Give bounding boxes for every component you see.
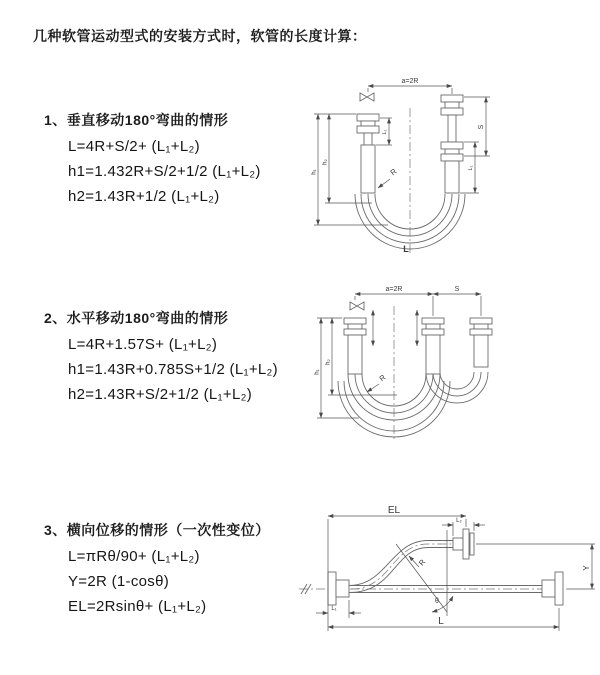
valve-icon	[360, 93, 374, 101]
label-y: Y	[582, 565, 591, 571]
label-length: L	[403, 244, 409, 254]
hose-straight-position	[349, 586, 542, 593]
left-end-fitting	[357, 114, 379, 193]
dimension-lines	[314, 294, 481, 418]
dimension-lines	[311, 86, 490, 225]
label-s: S	[454, 286, 460, 293]
section-3	[44, 520, 270, 615]
label-h2: h₂	[325, 359, 332, 365]
label-el: EL	[387, 505, 401, 516]
label-radius: R	[377, 372, 388, 384]
label-h1: h₁	[314, 369, 321, 375]
braided-hose-right	[445, 161, 459, 193]
formula-h2: h2=1.43R+1/2 (L₁+L₂)	[68, 188, 220, 205]
section-1	[44, 110, 261, 205]
braided-hose-left	[361, 145, 375, 193]
label-radius: R	[416, 557, 428, 568]
diagram-vertical-180-bend	[310, 70, 600, 265]
construction-lines	[396, 530, 447, 616]
formula-l: L=4R+1.57S+ (L₁+L₂)	[68, 336, 218, 353]
label-a2r: a=2R	[385, 286, 403, 293]
dimension-lines	[316, 516, 595, 631]
formula-h2: h2=1.43R+S/2+1/2 (L₁+L₂)	[68, 386, 253, 403]
hose-displaced-s-curve	[349, 541, 461, 593]
formula-l: L=πRθ/90+ (L₁+L₂)	[68, 548, 200, 565]
formula-h1: h1=1.43R+0.785S+1/2 (L₁+L₂)	[68, 361, 278, 378]
formula-y: Y=2R (1-cosθ)	[68, 573, 170, 590]
label-h1: h₁	[311, 169, 318, 175]
right-end-fitting	[441, 95, 463, 193]
section-3-heading: 3、横向位移的情形（一次性变位）	[44, 522, 270, 538]
diagram-horizontal-180-bend	[305, 280, 600, 450]
label-h2: h₂	[322, 159, 329, 165]
label-radius: R	[388, 166, 399, 178]
section-2	[44, 308, 278, 403]
label-l2: L₂	[456, 518, 462, 524]
label-s: S	[478, 124, 485, 130]
page-title: 几种软管运动型式的安装方式时，软管的长度计算：	[33, 28, 367, 44]
section-1-heading: 1、垂直移动180°弯曲的情形	[44, 112, 229, 128]
label-l: L	[438, 616, 444, 627]
section-2-heading: 2、水平移动180°弯曲的情形	[44, 310, 229, 326]
formula-l: L=4R+S/2+ (L₁+L₂)	[68, 138, 200, 155]
label-l1-left: L₁	[382, 129, 388, 135]
label-l1: L₁	[331, 606, 337, 612]
formula-el: EL=2Rsinθ+ (L₁+L₂)	[68, 598, 207, 615]
diagram-lateral-displacement	[295, 500, 600, 645]
label-l1-right: L₁	[468, 165, 474, 171]
valve-icon	[350, 302, 364, 310]
label-a2r: a=2R	[401, 78, 419, 85]
formula-h1: h1=1.432R+S/2+1/2 (L₁+L₂)	[68, 163, 261, 180]
pipe-fittings	[344, 318, 492, 374]
hose-u-bend-shallow	[426, 372, 488, 403]
label-angle: θ	[435, 598, 439, 605]
